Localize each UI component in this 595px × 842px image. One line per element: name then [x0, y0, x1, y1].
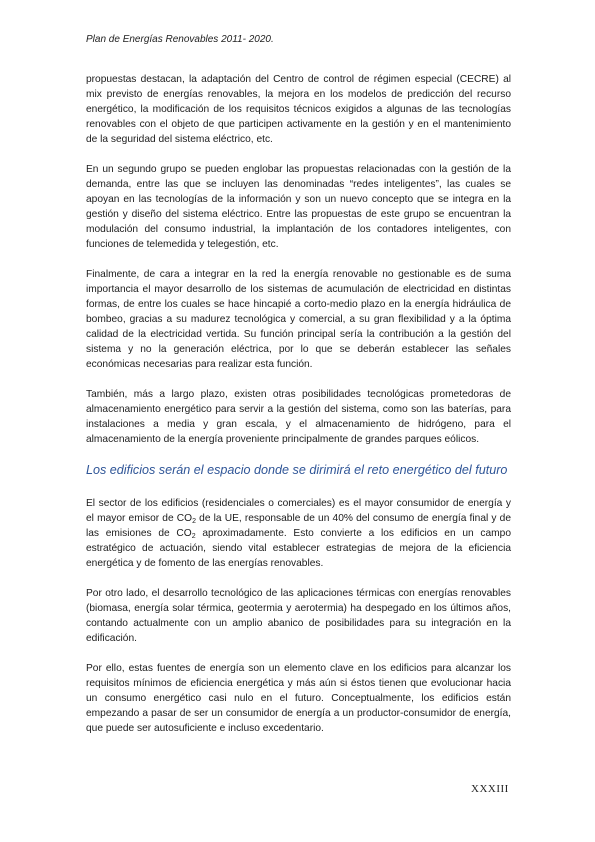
- page-body: [86, 72, 511, 751]
- text-fragment: de la UE, responsable de un 40% del consumo de energía final y de las emisiones de CO: [86, 513, 511, 539]
- page-number: XXXIII: [471, 783, 509, 795]
- text-fragment: El sector de los edificios (residenciales o comerciales) es el mayor consumidor de energía y el mayor emisor de CO: [86, 498, 511, 524]
- running-header: Plan de Energías Renovables 2011- 2020.: [86, 34, 274, 45]
- paragraph-storage-systems: Finalmente, de cara a integrar en la red la energía renovable no gestionable es de suma importancia el mayor desarrollo de los sistemas de acumulación de electricidad en distintas formas, de entre los cuales se hace hincapié a corto-medio plazo en la energía hidráulica de bombeo, gracias a su madurez tecnológica y comercial, a su gran flexibilidad y a la óptima calidad de la electricidad vertida. Su función principal sería la contribución a la gestión del sistema y no la generación eléctrica, por lo que se deberán establecer las señales económicas necesarias para realizar esta función.: [86, 269, 511, 370]
- subscript-2: 2: [192, 518, 196, 525]
- section-heading-buildings: Los edificios serán el espacio donde se dirimirá el reto energético del futuro: [86, 463, 508, 477]
- paragraph-demand-management: En un segundo grupo se pueden englobar las propuestas relacionadas con la gestión de la demanda, entre las que se incluyen las denominadas “redes inteligentes”, las cuales se apoyan en las tecnologías de la información y son un nuevo concepto que se integra en la gestión y diseño del sistema eléctrico. Entre las propuestas de este grupo se encuentran la modulación del consumo industrial, la implantación de los contadores inteligentes, con funciones de telemedida y telegestión, etc.: [86, 164, 511, 250]
- paragraph-cecre-proposals: propuestas destacan, la adaptación del Centro de control de régimen especial (CECRE) al mix previsto de energías renovables, la mejora en los modelos de predicción del recurso energético, la modificación de los requisitos técnicos exigidos a algunas de las tecnologías renovables con el objeto de que participen activamente en la gestión y en el mantenimiento de la seguridad del sistema eléctrico, etc.: [86, 74, 511, 145]
- subscript-2: 2: [191, 533, 196, 540]
- paragraph-thermal-applications: Por otro lado, el desarrollo tecnológico de las aplicaciones térmicas con energías renovables (biomasa, energía solar térmica, geotermia y aerotermia) ha despegado en los últimos años, contando actualmente con un amplio abanico de posibilidades para su integración en la edificación.: [86, 588, 511, 644]
- paragraph-buildings-sector: [86, 496, 511, 571]
- paragraph-energy-sources-key: Por ello, estas fuentes de energía son un elemento clave en los edificios para alcanzar los requisitos mínimos de eficiencia energética y más aún si éstos tienen que evolucionar hacia un consumo energético casi nulo en el futuro. Conceptualmente, los edificios están empezando a pasar de ser un consumidor de energía a un productor-consumidor de energía, que puede ser autosuficiente e incluso excedentario.: [86, 663, 511, 734]
- text-fragment: aproximadamente. Esto convierte a los edificios en un campo estratégico de actuación, siendo vital establecer estrategias de mejora de la eficiencia energética y de fomento de las energías renovables.: [86, 528, 511, 569]
- paragraph-long-term-storage: También, más a largo plazo, existen otras posibilidades tecnológicas prometedoras de almacenamiento energético para servir a la gestión del sistema, como son las baterías, para instalaciones a media y gran escala, y el almacenamiento de hidrógeno, para el almacenamiento de la energía proveniente principalmente de grandes parques eólicos.: [86, 389, 511, 445]
